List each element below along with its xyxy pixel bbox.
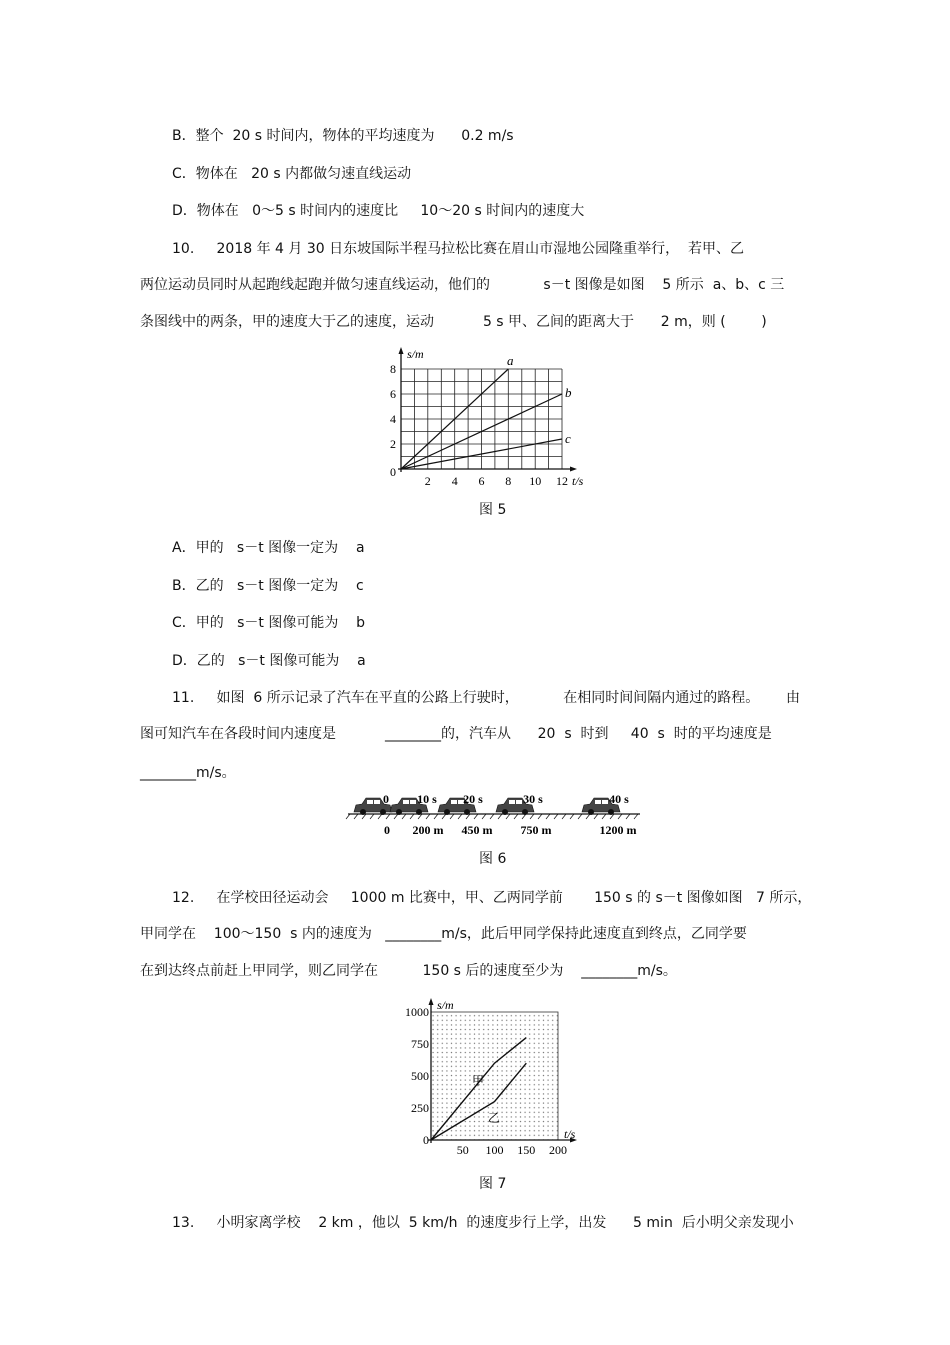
q12-stem-line2: 甲同学在 100～150 s 内的速度为 ________m/s，此后甲同学保持此速度直到终点，乙同学要 xyxy=(140,926,747,942)
fig5-y-tick: 6 xyxy=(390,387,396,401)
q10-stem-line1: 10. 2018 年 4 月 30 日东坡国际半程马拉松比赛在眉山市湿地公园隆重举行， 若甲、乙 xyxy=(172,241,745,257)
fig6-time-label: 20 s xyxy=(463,792,483,806)
q12-stem-line3: 在到达终点前赶上甲同学，则乙同学在 150 s 后的速度至少为 ________m/s。 xyxy=(140,963,677,979)
fig5-y-tick: 2 xyxy=(390,437,396,451)
fig7-y-tick: 500 xyxy=(411,1069,429,1083)
fig6-time-label: 30 s xyxy=(523,792,543,806)
fig5-y-tick: 8 xyxy=(390,362,396,376)
fig7-x-tick: 200 xyxy=(549,1143,567,1157)
fig5-label-b: b xyxy=(565,385,572,400)
fig5-x-tick: 10 xyxy=(529,474,542,488)
fig5-x-tick: 12 xyxy=(556,474,568,488)
fig6-time-label: 0 xyxy=(383,792,389,806)
figure-7-st-graph xyxy=(394,995,594,1161)
q10-option-c: C．甲的 s－t 图像可能为 b xyxy=(172,615,366,631)
fig5-origin-tick: 0 xyxy=(390,465,396,479)
fig6-time-label: 40 s xyxy=(609,792,629,806)
fig7-label-jia: 甲 xyxy=(472,1074,485,1088)
q11-stem-line2: 图可知汽车在各段时间内速度是 ________的，汽车从 20 s 时到 40 s 时的平均速度是 xyxy=(140,726,772,742)
fig5-y-tick: 4 xyxy=(390,412,396,426)
fig5-label-a: a xyxy=(507,353,514,368)
q10-option-a: A．甲的 s－t 图像一定为 a xyxy=(172,540,365,556)
q10-option-b: B．乙的 s－t 图像一定为 c xyxy=(172,578,364,594)
q12-stem-line1: 12. 在学校田径运动会 1000 m 比赛中，甲、乙两同学前 150 s 的 s－t 图像如图 7 所示， xyxy=(172,890,812,906)
figure-5-st-graph xyxy=(368,344,594,492)
fig6-distance-label: 450 m xyxy=(461,823,493,837)
q9-option-b: B．整个 20 s 时间内，物体的平均速度为 0.2 m/s xyxy=(172,128,514,144)
fig6-distance-label: 0 xyxy=(384,823,390,837)
fig7-origin-tick: 0 xyxy=(423,1133,429,1147)
q11-stem-line1: 11. 如图 6 所示记录了汽车在平直的公路上行驶时， 在相同时间间隔内通过的路程。 由 xyxy=(172,690,800,706)
fig5-x-tick: 4 xyxy=(451,474,458,488)
fig6-distance-label: 750 m xyxy=(520,823,552,837)
fig5-x-tick: 8 xyxy=(505,474,512,488)
q13-stem-line1: 13. 小明家离学校 2 km ，他以 5 km/h 的速度步行上学，出发 5 min 后小明父亲发现小 xyxy=(172,1215,794,1231)
q10-stem-line3: 条图线中的两条，甲的速度大于乙的速度，运动 5 s 甲、乙间的距离大于 2 m，则 ( ) xyxy=(140,314,767,330)
figure-6-car-road xyxy=(344,788,644,840)
fig5-x-tick: 2 xyxy=(424,474,431,488)
fig7-y-tick: 1000 xyxy=(405,1005,429,1019)
fig7-label-yi: 乙 xyxy=(488,1111,501,1125)
fig5-y-axis-label: s/m xyxy=(407,347,424,361)
fig7-x-tick: 150 xyxy=(517,1143,536,1157)
fig7-x-tick: 100 xyxy=(485,1143,504,1157)
fig7-x-tick: 50 xyxy=(456,1143,469,1157)
q9-option-c: C．物体在 20 s 内都做匀速直线运动 xyxy=(172,166,412,182)
figure-6-caption: 图 6 xyxy=(479,851,507,867)
figure-7-caption: 图 7 xyxy=(479,1176,507,1192)
fig7-y-tick: 750 xyxy=(411,1037,429,1051)
fig5-x-axis-label: t/s xyxy=(572,474,584,488)
fig6-time-label: 10 s xyxy=(417,792,437,806)
figure-5-caption: 图 5 xyxy=(479,502,507,518)
fig7-y-tick: 250 xyxy=(411,1101,429,1115)
q10-stem-line2: 两位运动员同时从起跑线起跑并做匀速直线运动，他们的 s－t 图像是如图 5 所示 a、b、c 三 xyxy=(140,277,785,293)
fig7-x-axis-label: t/s xyxy=(564,1127,576,1141)
fig6-distance-label: 1200 m xyxy=(599,823,637,837)
q10-option-d: D．乙的 s－t 图像可能为 a xyxy=(172,653,366,669)
fig7-y-axis-label: s/m xyxy=(437,998,454,1012)
fig6-distance-label: 200 m xyxy=(412,823,444,837)
q11-stem-line3: ________m/s。 xyxy=(140,765,236,781)
fig5-x-tick: 6 xyxy=(478,474,485,488)
q9-option-d: D．物体在 0～5 s 时间内的速度比 10～20 s 时间内的速度大 xyxy=(172,203,585,219)
fig5-label-c: c xyxy=(565,431,571,446)
